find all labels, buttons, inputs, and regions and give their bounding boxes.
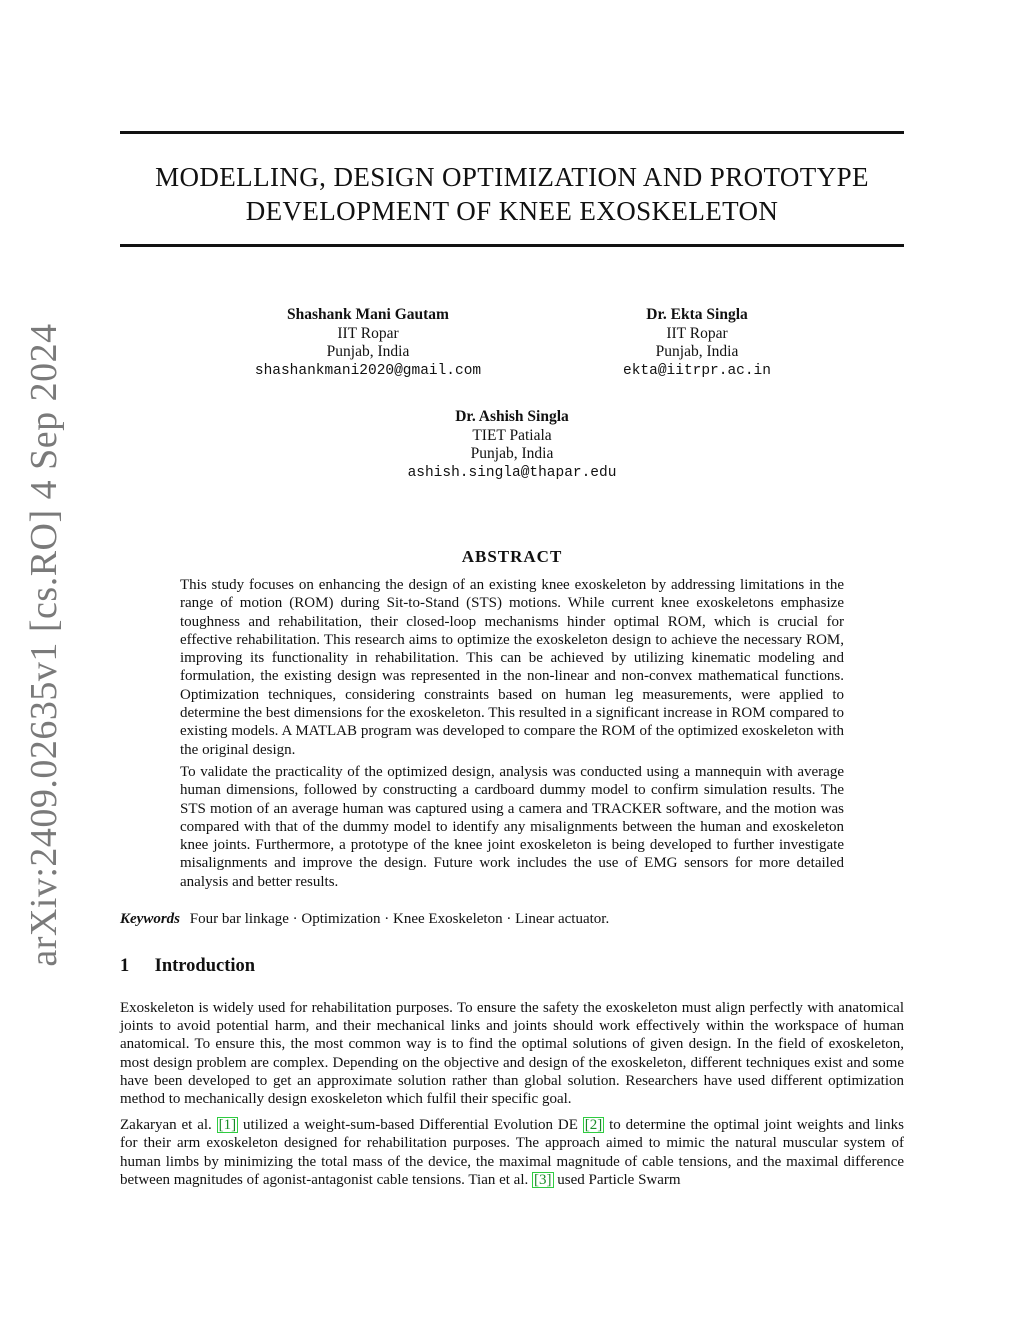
author-email[interactable]: shashankmani2020@gmail.com	[254, 362, 482, 379]
title-line-2: DEVELOPMENT OF KNEE EXOSKELETON	[245, 196, 779, 226]
paper-title	[120, 160, 904, 228]
intro-paragraph-2	[120, 1116, 904, 1189]
title-bottom-rule	[120, 244, 904, 247]
author-email[interactable]: ashish.singla@thapar.edu	[407, 464, 617, 481]
intro-text-segment: to determine the optimal joint weights and links for their arm exoskeleton designed for rehabilitation purposes. The approach aimed to mimic the natural muscular system of human limbs by minimizing the total mass of the device, the maximal magnitude of cable tensions, and the maximal difference between magnitudes of agonist-antagonist cable tensions. Tian et al.	[120, 1117, 904, 1188]
intro-paragraph-1: Exoskeleton is widely used for rehabilitation purposes. To ensure the safety the exoskeleton must align perfectly with anatomical joints to avoid potential harm, and their mechanical links and joints should work effectively within the workspace of human anatomical. To ensure this, the most common way is to find the optimal solutions of given design. In the field of exoskeleton, most design problem are complex. Depending on the objective and design of the exoskeleton, different techniques exist and some have been developed to get an approximate solution rather than global solution. Researchers have used different optimization method to mechanically design exoskeleton which fulfil their specific goal.	[120, 1000, 904, 1108]
citation-link[interactable]: [3]	[534, 1171, 552, 1188]
abstract-paragraph-1: This study focuses on enhancing the design of an existing knee exoskeleton by addressing limitations in the range of motion (ROM) during Sit-to-Stand (STS) motions. While current knee exoskeletons emphasize toughness and rehabilitation, their closed-loop mechanisms hinder optimal ROM, which is crucial for effective rehabilitation. This research aims to optimize the exoskeleton design to achieve the necessary ROM, improving its functionality in rehabilitation. This can be achieved by utilizing kinematic modeling and formulation, the existing design was represented in the non-linear and non-convex mathematical functions. Optimization techniques, considering constraints based on human leg measurements, were applied to determine the best dimensions for the exoskeleton. This resulted in a significant increase in ROM compared to existing models. A MATLAB program was developed to compare the ROM of the optimized exoskeleton with the original design.	[180, 577, 844, 758]
keywords-label: Keywords	[120, 911, 180, 927]
author-block-2	[547, 306, 847, 380]
author-block-1	[218, 306, 518, 380]
abstract-paragraph-2: To validate the practicality of the optimized design, analysis was conducted using a mannequin with average human dimensions, followed by constructing a cardboard dummy model to confirm simulation results. The STS motion of an average human was captured using a camera and TRACKER software, and the motion was compared with that of the dummy model to identify any misalignments between the human and exoskeleton knee joints. Furthermore, a prototype of the knee joint exoskeleton is being developed to further investigate misalignments and improve the design. Future work includes the use of EMG sensors for more detailed analysis and better results.	[180, 763, 844, 890]
author-location: Punjab, India	[655, 343, 739, 360]
intro-text-segment: Zakaryan et al.	[120, 1117, 217, 1134]
keywords-line	[120, 910, 904, 928]
title-line-1: MODELLING, DESIGN OPTIMIZATION AND PROTOTYPE	[155, 162, 869, 192]
intro-text-segment: utilized a weight-sum-based Differential Evolution DE	[238, 1117, 583, 1134]
introduction-body	[120, 999, 904, 1197]
author-email[interactable]: ekta@iitrpr.ac.in	[623, 362, 771, 379]
author-name: Shashank Mani Gautam	[287, 306, 449, 323]
author-affiliation: IIT Ropar	[337, 324, 399, 342]
author-affiliation: IIT Ropar	[666, 324, 728, 342]
section-heading-introduction	[120, 956, 255, 977]
keywords-list: Four bar linkage · Optimization · Knee Exoskeleton · Linear actuator.	[189, 911, 610, 927]
abstract-heading: ABSTRACT	[461, 547, 563, 566]
abstract-body	[180, 576, 844, 895]
arxiv-identifier-stamp: arXiv:2409.02635v1 [cs.RO] 4 Sep 2024	[23, 323, 65, 967]
intro-text-segment: used Particle Swarm	[553, 1171, 681, 1188]
author-location: Punjab, India	[326, 343, 410, 360]
section-number: 1	[120, 956, 130, 976]
author-affiliation: TIET Patiala	[472, 426, 552, 444]
author-block-3	[362, 408, 662, 482]
author-location: Punjab, India	[470, 445, 554, 462]
author-name: Dr. Ekta Singla	[646, 306, 748, 323]
citation-link[interactable]: [1]	[218, 1117, 237, 1134]
author-name: Dr. Ashish Singla	[455, 408, 569, 425]
title-top-rule	[120, 131, 904, 134]
section-title: Introduction	[154, 956, 256, 976]
citation-link[interactable]: [2]	[584, 1117, 603, 1134]
